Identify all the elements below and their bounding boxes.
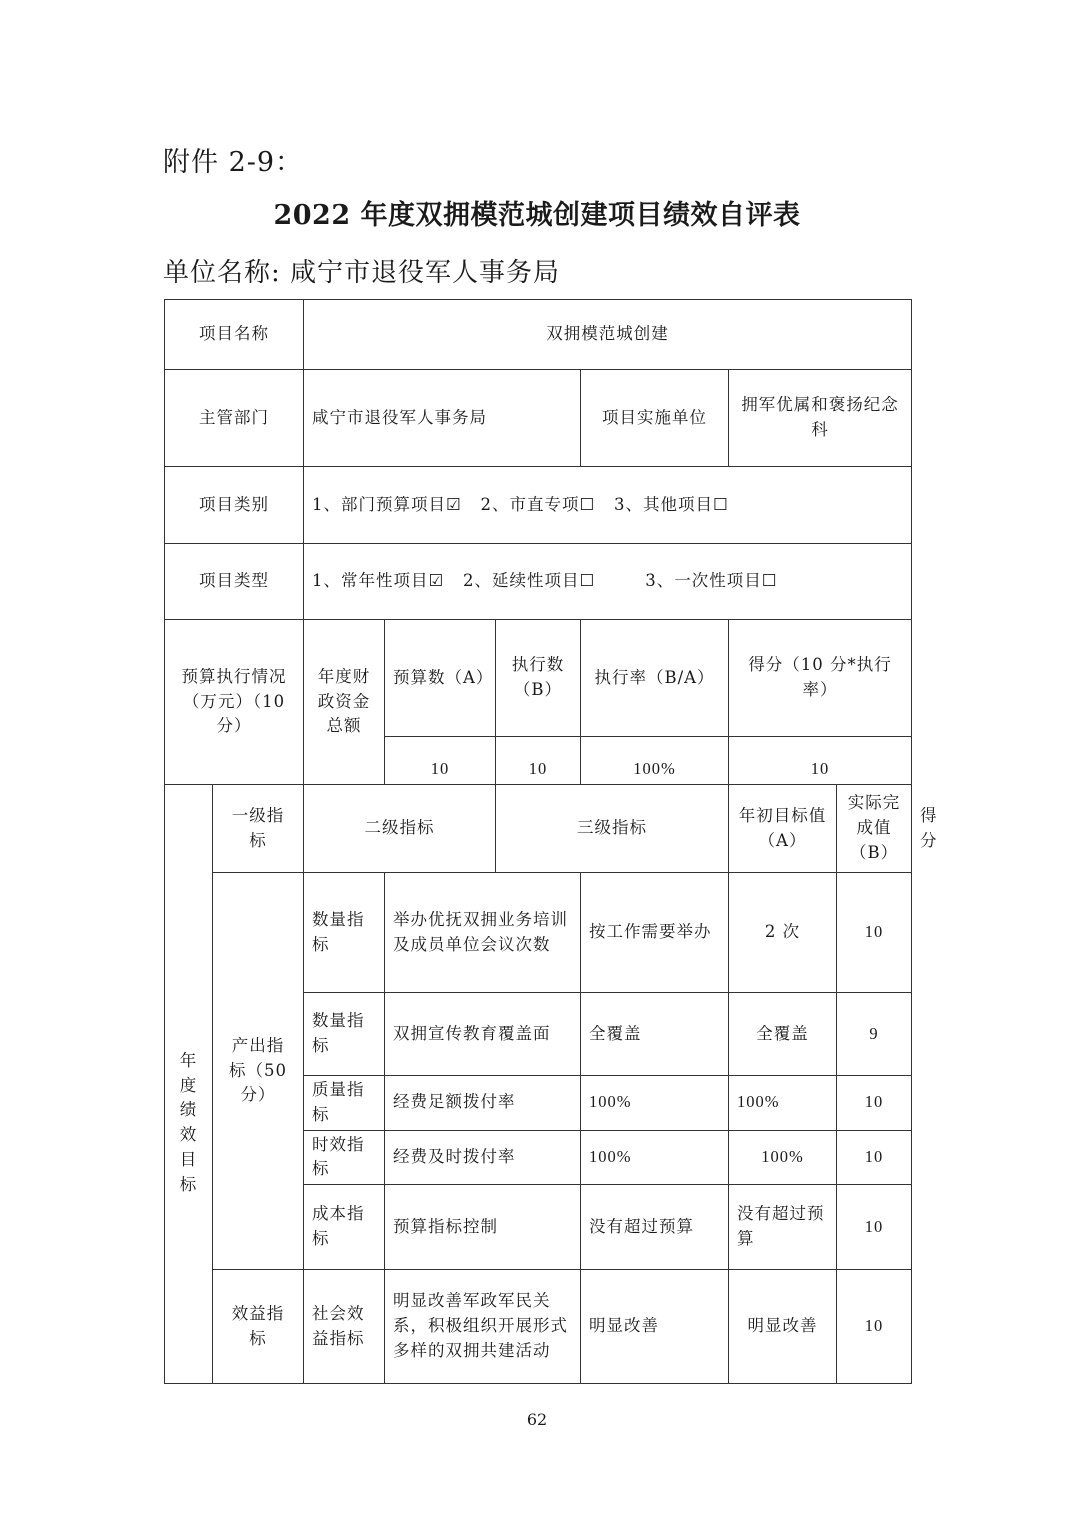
- row1-target: 按工作需要举办: [581, 873, 729, 993]
- row4-level3: 经费及时拨付率: [385, 1130, 581, 1185]
- row6-target: 明显改善: [581, 1270, 729, 1384]
- annex-label: 附件 2-9：: [163, 147, 304, 178]
- fund-total-label: 年度财政资金总额: [304, 620, 385, 785]
- header-target: 年初目标值（A）: [729, 785, 837, 873]
- project-name-value: 双拥模范城创建: [304, 300, 912, 370]
- unit-value: 咸宁市退役军人事务局: [290, 258, 561, 288]
- page-number: 62: [526, 1410, 548, 1429]
- category-value: 1、部门预算项目☑ 2、市直专项☐ 3、其他项目☐: [304, 467, 912, 544]
- row3-level2: 质量指标: [304, 1076, 385, 1131]
- row-type: [165, 544, 912, 620]
- header-level3: 三级指标: [496, 785, 729, 873]
- category-label: 项目类别: [165, 467, 304, 544]
- row2-target: 全覆盖: [581, 993, 729, 1076]
- type-value: 1、常年性项目☑ 2、延续性项目☐ 3、一次性项目☐: [304, 544, 912, 620]
- table-row: [165, 873, 912, 993]
- type-label: 项目类型: [165, 544, 304, 620]
- budget-a-label: 预算数（A）: [385, 620, 496, 737]
- row-project-name: [165, 300, 912, 370]
- annual-target-side-label: 年度绩效目标: [165, 785, 213, 1384]
- row6-level3: 明显改善军政军民关系，积极组织开展形式多样的双拥共建活动: [385, 1270, 581, 1384]
- row6-actual: 明显改善: [729, 1270, 837, 1384]
- row3-actual: 100%: [729, 1076, 837, 1131]
- row2-actual: 全覆盖: [729, 993, 837, 1076]
- row4-level2: 时效指标: [304, 1130, 385, 1185]
- score-label: 得分（10 分*执行率）: [729, 620, 912, 737]
- benefit-indicator-label: 效益指标: [213, 1270, 304, 1384]
- exec-b-label: 执行数（B）: [496, 620, 581, 737]
- row2-score: 9: [837, 993, 912, 1076]
- row1-level2: 数量指标: [304, 873, 385, 993]
- row3-target: 100%: [581, 1076, 729, 1131]
- row3-level3: 经费足额拨付率: [385, 1076, 581, 1131]
- row4-target: 100%: [581, 1130, 729, 1185]
- table-row: [165, 1270, 912, 1384]
- project-name-label: 项目名称: [165, 300, 304, 370]
- row2-level3: 双拥宣传教育覆盖面: [385, 993, 581, 1076]
- header-actual: 实际完成值（B）: [837, 785, 912, 873]
- row-indicator-headers: 年度绩效目标 一级指标 二级指标 三级指标 年初目标值（A） 实际完成值（B） 得分: [165, 785, 912, 873]
- row2-level2: 数量指标: [304, 993, 385, 1076]
- header-level1: 一级指标: [213, 785, 304, 873]
- budget-label: 预算执行情况（万元）（10 分）: [165, 620, 304, 785]
- row-department: [165, 370, 912, 467]
- row4-score: 10: [837, 1130, 912, 1185]
- rate-label: 执行率（B/A）: [581, 620, 729, 737]
- rate-value: 100%: [581, 737, 729, 785]
- row5-score: 10: [837, 1185, 912, 1270]
- score-value: 10: [729, 737, 912, 785]
- evaluation-table: [164, 299, 938, 1384]
- row1-actual: 2 次: [729, 873, 837, 993]
- exec-b-value: 10: [496, 737, 581, 785]
- row5-target: 没有超过预算: [581, 1185, 729, 1270]
- dept-label: 主管部门: [165, 370, 304, 467]
- page-title: 2022 年度双拥模范城创建项目绩效自评表: [273, 200, 801, 231]
- header-level2: 二级指标: [304, 785, 496, 873]
- impl-label: 项目实施单位: [581, 370, 729, 467]
- impl-value: 拥军优属和褒扬纪念科: [729, 370, 912, 467]
- budget-a-value: 10: [385, 737, 496, 785]
- row6-level2: 社会效益指标: [304, 1270, 385, 1384]
- row6-score: 10: [837, 1270, 912, 1384]
- unit-label: 单位名称:: [163, 258, 281, 288]
- output-indicator-label: 产出指标（50 分）: [213, 873, 304, 1270]
- row-category: [165, 467, 912, 544]
- row1-score: 10: [837, 873, 912, 993]
- row-budget-head: [165, 620, 912, 737]
- row4-actual: 100%: [729, 1130, 837, 1185]
- unit-line: [163, 252, 560, 289]
- row1-level3: 举办优抚双拥业务培训及成员单位会议次数: [385, 873, 581, 993]
- row3-score: 10: [837, 1076, 912, 1131]
- row5-actual: 没有超过预算: [729, 1185, 837, 1270]
- row5-level2: 成本指标: [304, 1185, 385, 1270]
- dept-value: 咸宁市退役军人事务局: [304, 370, 581, 467]
- row5-level3: 预算指标控制: [385, 1185, 581, 1270]
